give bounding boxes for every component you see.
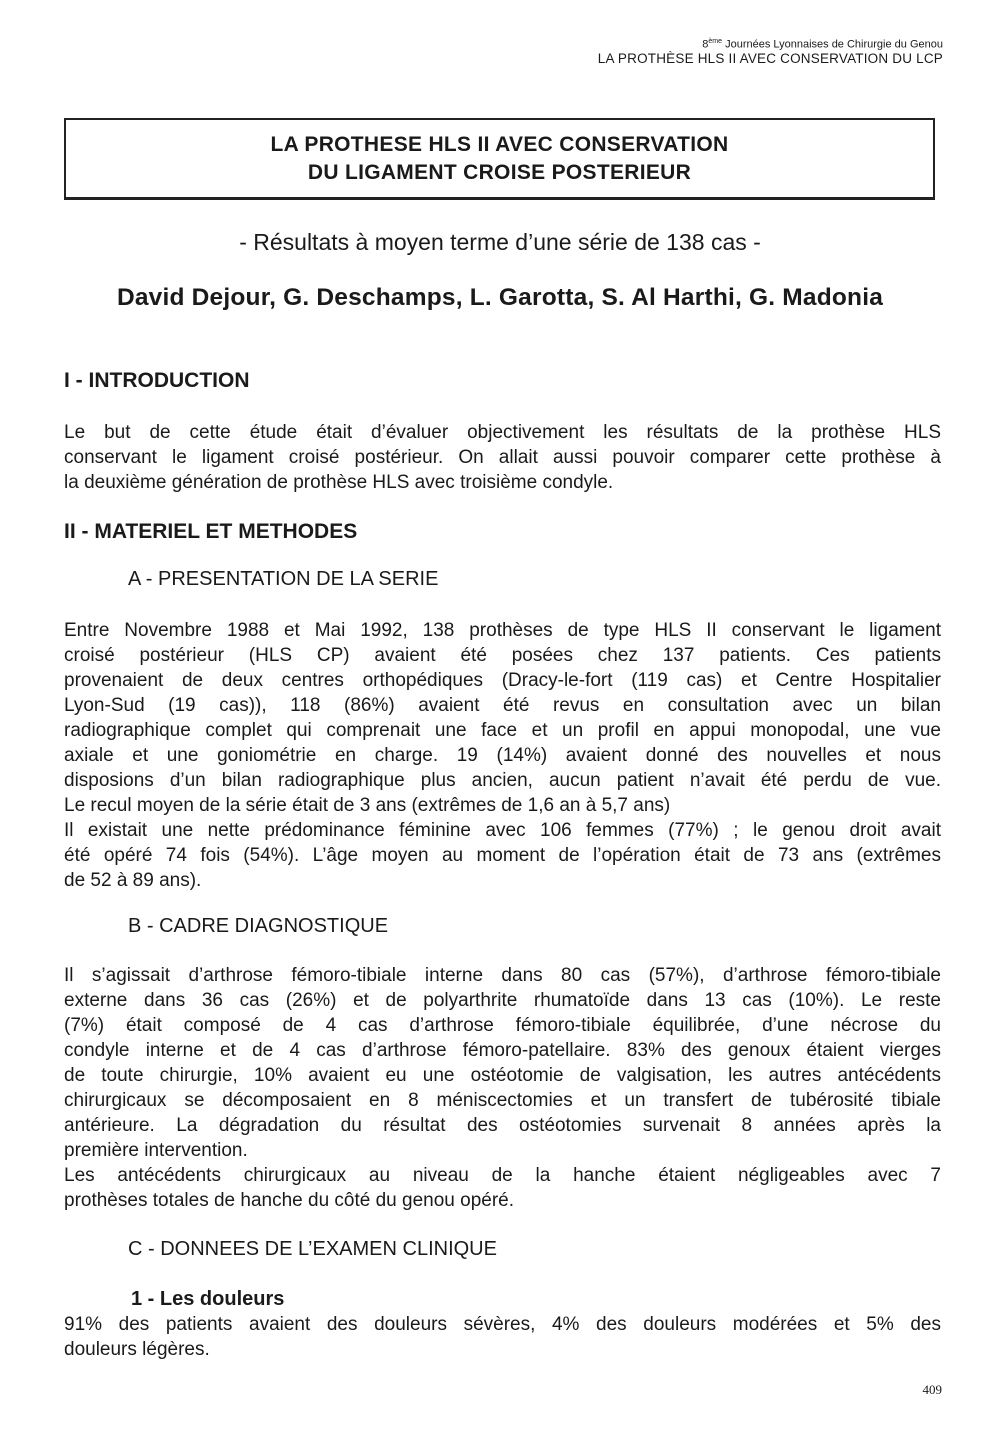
paragraph-introduction [64,420,941,495]
paragraph-diagnostic [64,963,941,1213]
title-box [64,118,935,200]
text-line: radiographique complet qui comprenait une face et un profil en appui monopodal, une vue [64,720,941,741]
subheading-b: B - CADRE DIAGNOSTIQUE [128,915,389,937]
text-line: (7%) était composé de 4 cas d’arthrose fémoro-tibiale équilibrée, d’une nécrose du [64,1015,941,1036]
running-title: LA PROTHÈSE HLS II AVEC CONSERVATION DU LCP [597,51,943,67]
text-line: Le but de cette étude était d’évaluer objectivement les résultats de la prothèse HLS [64,422,941,443]
paragraph-serie [64,618,941,893]
text-line: 91% des patients avaient des douleurs sévères, 4% des douleurs modérées et 5% des [64,1314,941,1335]
text-line: première intervention. [64,1140,248,1161]
page-number: 409 [922,1382,942,1397]
subheading-c: C - DONNEES DE L’EXAMEN CLINIQUE [128,1238,497,1260]
text-line: conservant le ligament croisé postérieur. On allait aussi pouvoir comparer cette prothèse à [64,447,941,468]
text-line: Le recul moyen de la série était de 3 ans (extrêmes de 1,6 an à 5,7 ans) [64,795,671,816]
conference-name: 8ème Journées Lyonnaises de Chirurgie du Genou [702,38,943,51]
text-line: de 52 à 89 ans). [64,870,202,891]
text-line: prothèses totales de hanche du côté du genou opéré. [64,1190,515,1211]
heading-introduction: I - INTRODUCTION [64,369,250,392]
text-line: externe dans 36 cas (26%) et de polyarthrite rhumatoïde dans 13 cas (10%). Le reste [64,990,941,1011]
text-line: axiale et une goniométrie en charge. 19 (14%) avaient donné des nouvelles et nous [64,745,941,766]
subheading-c1: 1 - Les douleurs [131,1288,285,1310]
authors: David Dejour, G. Deschamps, L. Garotta, S. Al Harthi, G. Madonia [116,284,884,311]
text-line: condyle interne et de 4 cas d’arthrose fémoro-patellaire. 83% des genoux étaient vierges [64,1040,941,1061]
heading-methods: II - MATERIEL ET METHODES [64,520,358,543]
text-line: Il existait une nette prédominance féminine avec 106 femmes (77%) ; le genou droit avait [64,820,941,841]
text-line: Entre Novembre 1988 et Mai 1992, 138 prothèses de type HLS II conservant le ligament [64,620,941,641]
running-header [598,38,943,67]
subheading-a: A - PRESENTATION DE LA SERIE [128,568,439,590]
text-line: antérieure. La dégradation du résultat des ostéotomies survenait 8 années après la [64,1115,941,1136]
text-line: la deuxième génération de prothèse HLS avec troisième condyle. [64,472,614,493]
text-line: Il s’agissait d’arthrose fémoro-tibiale interne dans 80 cas (57%), d’arthrose fémoro-tibiale [64,965,941,986]
text-line: de toute chirurgie, 10% avaient eu une ostéotomie de valgisation, les autres antécédents [64,1065,941,1086]
text-line: Lyon-Sud (19 cas)), 118 (86%) avaient été revus en consultation avec un bilan [64,695,941,716]
title-line-2: DU LIGAMENT CROISE POSTERIEUR [307,160,692,184]
text-line: chirurgicaux se décomposaient en 8 méniscectomies et un transfert de tubérosité tibiale [64,1090,941,1111]
text-line: provenaient de deux centres orthopédiques (Dracy-le-fort (119 cas) et Centre Hospitalier [64,670,941,691]
paragraph-douleurs [64,1312,941,1362]
text-line: croisé postérieur (HLS CP) avaient été posées chez 137 patients. Ces patients [64,645,941,666]
text-line: disposions d’un bilan radiographique plus ancien, aucun patient n’avait été perdu de vue. [64,770,941,791]
subtitle: - Résultats à moyen terme d’une série de 138 cas - [239,229,761,255]
text-line: été opéré 74 fois (54%). L’âge moyen au moment de l’opération était de 73 ans (extrêmes [64,845,941,866]
text-line: Les antécédents chirurgicaux au niveau de la hanche étaient négligeables avec 7 [64,1165,941,1186]
title-line-1: LA PROTHESE HLS II AVEC CONSERVATION [270,132,729,156]
text-line: douleurs légères. [64,1339,210,1360]
